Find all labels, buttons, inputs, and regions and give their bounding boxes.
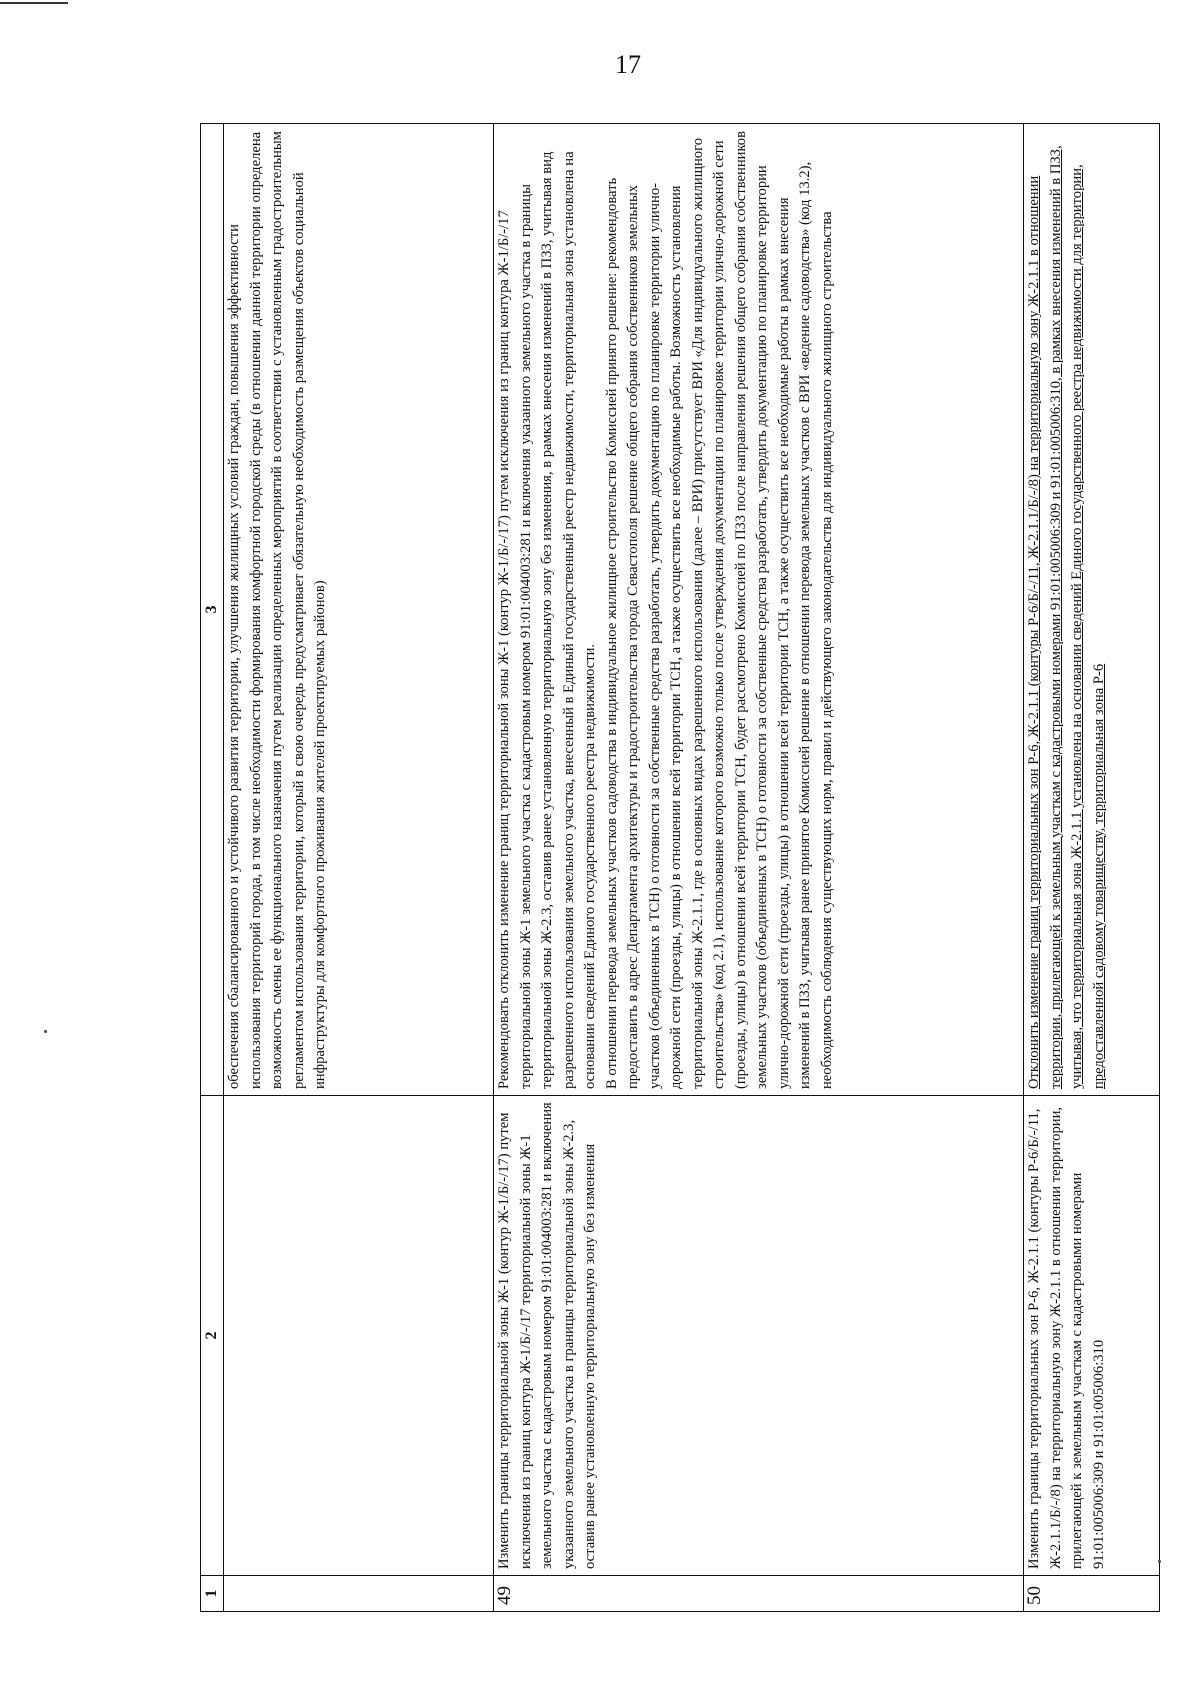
- page-number: 17: [615, 50, 641, 79]
- decision-paragraph: обеспечения сбалансированного и устойчивого развития территории, улучшения жилищных условий граждан, повышения эффективности использования территорий города, в том числе необходимости формирования комфортной городской среды (в отношении данной территории определена возможность смены ее функционального назначения путем реализации определенных мероприятий в соответствии с установленным градостроительным регламентом использования территории, который в свою очередь предусматривает обязательную необходимость размещения объектов социальной инфраструктуры для комфортного проживания жителей проектируемых районов): [226, 131, 328, 1089]
- decision-paragraph: Отклонить изменение границ территориальных зон Р-6, Ж-2.1.1 (контуры Р-6/Б/-/11, Ж-2.1.1/Б/-/8) на территориальную зону Ж-2.1.1 в отношении территории, прилегающей к земельным участкам с кадастровыми номерами 91:01:005006:309 и 91:01:005006:310, в рамках внесения изменений в ПЗЗ, учитывая, что территориальная зона Ж-2.1.1 установлена на основании сведений Единого государственного реестра недвижимости для территории, предоставленной садовому товариществу, территориальная зона Р-6: [1026, 145, 1107, 1089]
- row-number: 50: [1024, 1576, 1160, 1612]
- header-col-2: 2: [201, 1096, 224, 1576]
- proposal-cell: Изменить границы территориальной зоны Ж-1 (контур Ж-1/Б/-/17) путем исключения из границ контура Ж-1/Б/-/17 территориальной зоны Ж-1 земельного участка с кадастровым номером 91:01:004003:281 и включения указанного земельного участка в границы территориальной зоны Ж-2.3, оставив ранее установленную территориальную зону без изменения: [494, 1096, 1024, 1576]
- table-header-row: [201, 124, 224, 1612]
- scan-edge-mark: [0, 2, 68, 4]
- decision-cell: [494, 124, 1024, 1096]
- decision-paragraph: В отношении перевода земельных участков садоводства в индивидуальное жилищное строительство Комиссией принято решение: рекомендовать предоставить в адрес Департамента архитектуры и градостроительства города Севастополя решение общего собрания собственников земельных участков (объединенных в ТСН) о готовности за собственные средства разработать, утвердить документацию по планировке территории улично-дорожной сети (проезды, улицы) в отношении всей территории ТСН, а также осуществить все необходимые работы. Возможность установления территориальной зоны Ж-2.1.1, где в основных видах разрешенного использования (далее – ВРИ) присутствует ВРИ «Для индивидуального жилищного строительства» (код 2.1), использование которого возможно только после утверждения документации по планировке территории улично-дорожной сети (проезды, улицы) в отношении всей территории ТСН, будет рассмотрено Комиссией по ПЗЗ после направления решения общего собрания собственников земельных участков (объединенных в ТСН) о готовности за собственные средства разработать, утвердить документацию по планировке территории улично-дорожной сети (проезды, улицы) в отношении всей территории ТСН, а также осуществить все необходимые работы в рамках внесения изменений в ПЗЗ, учитывая ранее принятое Комиссией решение в отношении перевода земельных участков с ВРИ «ведение садоводства» (код 13.2), необходимость соблюдения существующих норм, правил и действующего законодательства для индивидуального жилищного строительства: [603, 131, 835, 1089]
- table-row: [1024, 124, 1160, 1612]
- table-row: [494, 124, 1024, 1612]
- proposal-cell: [224, 1096, 494, 1576]
- row-number: [224, 1576, 494, 1612]
- proposal-cell: Изменить границы территориальных зон Р-6, Ж-2.1.1 (контуры Р-6/Б/-/11, Ж-2.1.1/Б/-/8) на территориальную зону Ж-2.1.1 в отношении территории, прилегающей к земельным участкам с кадастровыми номерами 91:01:005006:309 и 91:01:005006:310: [1024, 1096, 1160, 1576]
- decision-paragraph: Рекомендовать отклонить изменение границ территориальной зоны Ж-1 (контур Ж-1/Б/-/17) путем исключения из границ контура Ж-1/Б/-/17 территориальной зоны Ж-1 земельного участка с кадастровым номером 91:01:004003:281 и включения указанного земельного участка в границы территориальной зоны Ж-2.3, оставив ранее установленную территориальную зону без изменения, в рамках внесения изменений в ПЗЗ, учитывая вид разрешенного использования земельного участка, внесенный в Единый государственный реестр недвижимости, территориальная зона установлена на основании сведений Единого государственного реестра недвижимости.: [496, 151, 598, 1089]
- rotated-table-container: [200, 124, 1160, 1612]
- scan-speck: [1158, 1560, 1161, 1563]
- row-number: 49: [494, 1576, 1024, 1612]
- header-col-3: 3: [201, 124, 224, 1096]
- decision-cell: [1024, 124, 1160, 1096]
- table-row: [224, 124, 494, 1612]
- scan-speck: [44, 1030, 47, 1033]
- decision-table: [200, 123, 1160, 1612]
- header-col-1: 1: [201, 1576, 224, 1612]
- decision-cell: [224, 124, 494, 1096]
